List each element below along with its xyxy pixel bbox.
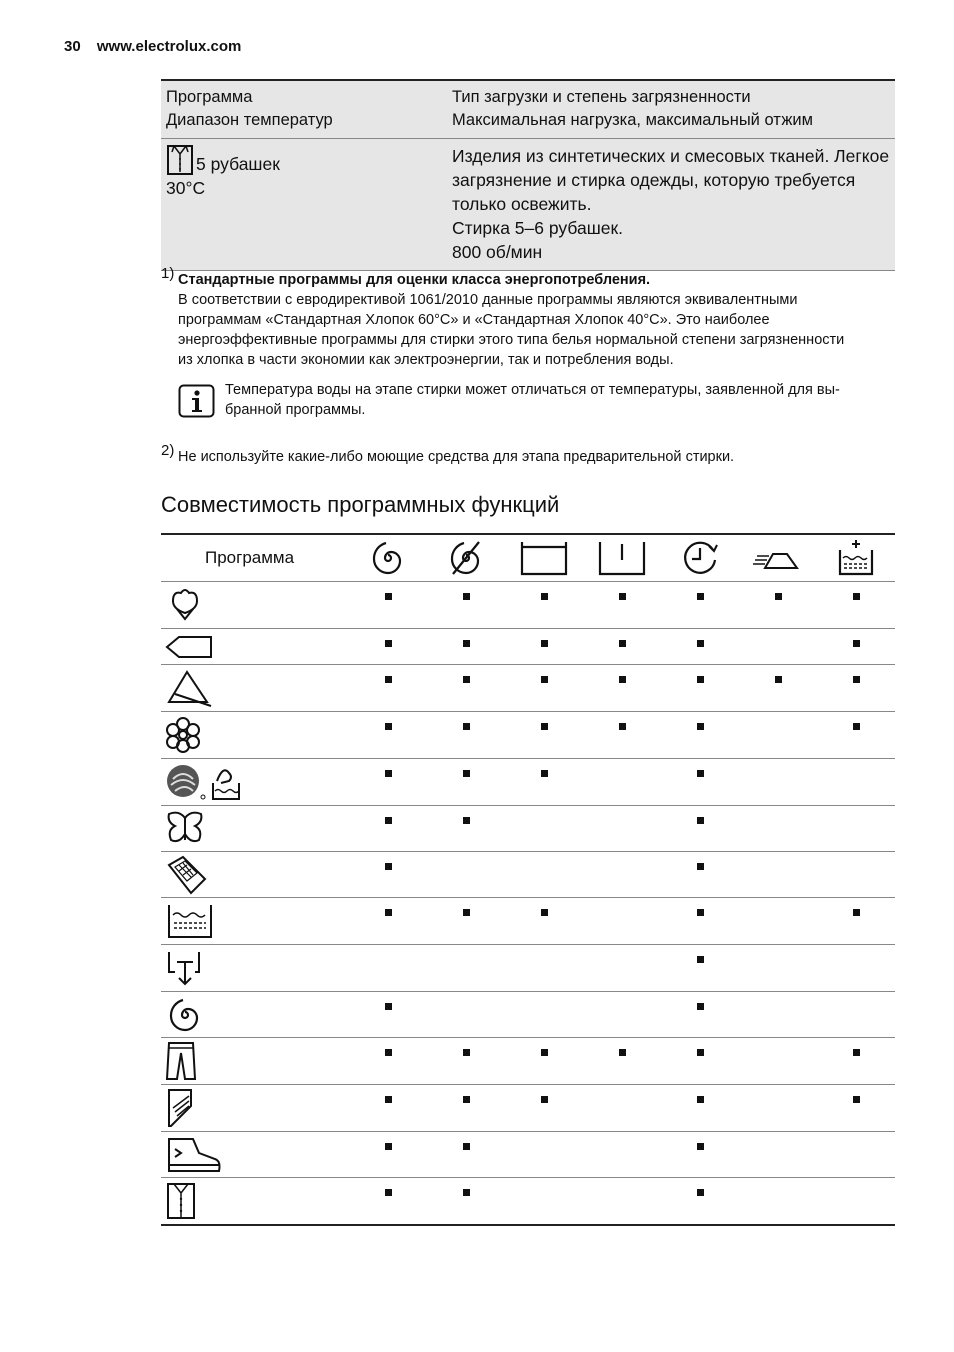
compatible-mark [697, 1049, 704, 1056]
compat-cell-no-spin-icon [427, 806, 505, 852]
compat-cell-no-spin-icon [427, 852, 505, 898]
compatible-mark [697, 770, 704, 777]
compat-cell-rinse-hold-icon [505, 806, 583, 852]
compatible-mark [463, 1096, 470, 1103]
compat-cell-extra-rinse-icon [583, 759, 661, 806]
compatible-mark [697, 1096, 704, 1103]
compatible-mark [853, 1049, 860, 1056]
compat-cell-easy-iron-icon [739, 712, 817, 759]
compat-cell-spin-icon [349, 1178, 427, 1225]
table-row [161, 945, 895, 992]
compat-cell-prewash-icon [817, 1132, 895, 1178]
compatible-mark [697, 593, 704, 600]
compatible-mark [385, 1189, 392, 1196]
compatible-mark [463, 1143, 470, 1150]
compatible-mark [619, 593, 626, 600]
compat-cell-prewash-icon [817, 582, 895, 629]
delicates-icon [165, 715, 349, 755]
compat-cell-no-spin-icon [427, 712, 505, 759]
compatible-mark [775, 676, 782, 683]
info-note: Температура воды на этапе стирки может отличаться от температуры, заявленной для вы- бранной программы. [178, 380, 893, 420]
compatible-mark [385, 909, 392, 916]
load-cell: Изделия из синтетических и смесовых тканей. Легкое загрязнение и стирка одежды, которую требуется только освежить. Стирка 5–6 рубашек. 800 об/мин [447, 139, 895, 271]
rinse-icon [165, 901, 349, 941]
compat-cell-no-spin-icon [427, 1085, 505, 1132]
compatible-mark [541, 593, 548, 600]
compatible-mark [385, 1096, 392, 1103]
compatible-mark [385, 770, 392, 777]
compat-cell-time-manager-icon [661, 945, 739, 992]
compatible-mark [619, 676, 626, 683]
compat-cell-time-manager-icon [661, 1178, 739, 1225]
prewash-icon [817, 534, 895, 582]
compatible-mark [697, 640, 704, 647]
compat-cell-no-spin-icon [427, 629, 505, 665]
program-cell [161, 139, 447, 271]
program-icon-cell [161, 852, 349, 898]
compat-cell-prewash-icon [817, 852, 895, 898]
program-icon-cell [161, 759, 349, 806]
compat-cell-time-manager-icon [661, 1038, 739, 1085]
drain-icon [165, 948, 349, 988]
table-row [161, 898, 895, 945]
compatible-mark [697, 676, 704, 683]
compatible-mark [697, 863, 704, 870]
compatible-mark [853, 593, 860, 600]
compat-cell-extra-rinse-icon [583, 1038, 661, 1085]
program-icon-cell [161, 898, 349, 945]
compat-cell-prewash-icon [817, 1085, 895, 1132]
compatible-mark [775, 593, 782, 600]
compat-cell-prewash-icon [817, 898, 895, 945]
rinse-hold-icon [505, 534, 583, 582]
table-row [161, 139, 895, 271]
table-row [161, 806, 895, 852]
jeans-icon [165, 1041, 349, 1081]
compat-cell-extra-rinse-icon [583, 629, 661, 665]
easy-iron-icon [739, 534, 817, 582]
compatible-mark [853, 723, 860, 730]
wool-handwash-icon [165, 761, 349, 803]
table-row [161, 992, 895, 1038]
compat-cell-spin-icon [349, 992, 427, 1038]
compat-cell-prewash-icon [817, 992, 895, 1038]
compat-cell-extra-rinse-icon [583, 806, 661, 852]
compat-cell-time-manager-icon [661, 759, 739, 806]
compat-cell-spin-icon [349, 945, 427, 992]
compatible-mark [463, 770, 470, 777]
compat-cell-no-spin-icon [427, 1038, 505, 1085]
compatible-mark [697, 817, 704, 824]
compatible-mark [697, 1143, 704, 1150]
program-icon-cell [161, 665, 349, 712]
compat-cell-time-manager-icon [661, 712, 739, 759]
synthetics-icon [165, 668, 349, 708]
compatible-mark [541, 640, 548, 647]
shirt-icon [166, 144, 194, 176]
compat-cell-extra-rinse-icon [583, 665, 661, 712]
compat-cell-no-spin-icon [427, 992, 505, 1038]
compat-cell-time-manager-icon [661, 1132, 739, 1178]
compat-cell-easy-iron-icon [739, 945, 817, 992]
compat-cell-prewash-icon [817, 629, 895, 665]
compatible-mark [853, 1096, 860, 1103]
compatible-mark [463, 909, 470, 916]
cotton-icon [165, 587, 349, 623]
footnote-2: 2) Не используйте какие-либо моющие средства для этапа предварительной стирки. [161, 442, 735, 465]
compat-cell-no-spin-icon [427, 945, 505, 992]
compatible-mark [385, 593, 392, 600]
time-manager-icon [661, 534, 739, 582]
compat-cell-prewash-icon [817, 1038, 895, 1085]
site-url: www.electrolux.com [96, 38, 242, 55]
compat-cell-time-manager-icon [661, 629, 739, 665]
compat-cell-easy-iron-icon [739, 759, 817, 806]
compat-cell-rinse-hold-icon [505, 852, 583, 898]
compatible-mark [463, 817, 470, 824]
compat-cell-easy-iron-icon [739, 898, 817, 945]
compatible-mark [385, 817, 392, 824]
compatible-mark [385, 863, 392, 870]
compat-cell-rinse-hold-icon [505, 712, 583, 759]
table-row [161, 582, 895, 629]
sportswear-icon [165, 1135, 349, 1175]
program-icon-cell [161, 582, 349, 629]
compat-cell-time-manager-icon [661, 582, 739, 629]
program-temp: 30°C [166, 178, 206, 198]
compatibility-table [161, 533, 895, 1226]
compat-cell-easy-iron-icon [739, 1085, 817, 1132]
compat-cell-extra-rinse-icon [583, 992, 661, 1038]
section-title: Совместимость программных функций [161, 492, 560, 517]
compat-cell-no-spin-icon [427, 665, 505, 712]
no-spin-icon [427, 534, 505, 582]
compat-cell-easy-iron-icon [739, 1178, 817, 1225]
compat-cell-spin-icon [349, 1132, 427, 1178]
compat-cell-extra-rinse-icon [583, 1085, 661, 1132]
compatible-mark [541, 770, 548, 777]
compat-cell-spin-icon [349, 898, 427, 945]
compatible-mark [697, 1003, 704, 1010]
compatible-mark [697, 909, 704, 916]
compat-cell-spin-icon [349, 1038, 427, 1085]
table-row [161, 712, 895, 759]
compat-cell-spin-icon [349, 806, 427, 852]
compat-cell-extra-rinse-icon [583, 582, 661, 629]
compat-cell-spin-icon [349, 759, 427, 806]
compat-cell-extra-rinse-icon [583, 712, 661, 759]
compat-cell-rinse-hold-icon [505, 1178, 583, 1225]
compat-cell-rinse-hold-icon [505, 1132, 583, 1178]
compatible-mark [697, 956, 704, 963]
footnote-1: 1) Стандартные программы для оценки класса энергопотребления. В соответствии с евродирективой 1061/2010 данные программы являются эквивалентными программам «Стандартная Хлопок 60°C» и «Стандартная Хлопок 40°C». Это наиболее энергоэффективные программы для стирки этого типа белья нормальной степени загрязненности из хлопка в части экономии как электроэнергии, так и потребления воды. [161, 270, 891, 370]
compatible-mark [385, 676, 392, 683]
compatible-mark [385, 1049, 392, 1056]
compat-cell-extra-rinse-icon [583, 1132, 661, 1178]
page-number: 30 [64, 38, 81, 55]
program-icon-cell [161, 945, 349, 992]
cotton-eco-icon [165, 632, 349, 662]
table-row [161, 852, 895, 898]
compat-cell-extra-rinse-icon [583, 945, 661, 992]
compatible-mark [463, 1189, 470, 1196]
compat-cell-easy-iron-icon [739, 992, 817, 1038]
compatible-mark [619, 640, 626, 647]
compatible-mark [619, 723, 626, 730]
program-icon-cell [161, 992, 349, 1038]
program-icon-cell [161, 629, 349, 665]
program-column-header: Программа Диапазон температур [161, 80, 447, 139]
program-icon-cell [161, 1178, 349, 1225]
table-row [161, 1038, 895, 1085]
compatible-mark [385, 1003, 392, 1010]
compat-cell-prewash-icon [817, 1178, 895, 1225]
compat-cell-prewash-icon [817, 945, 895, 992]
page-header [64, 38, 241, 55]
compatible-mark [541, 676, 548, 683]
compat-cell-rinse-hold-icon [505, 898, 583, 945]
compat-cell-prewash-icon [817, 712, 895, 759]
compat-cell-easy-iron-icon [739, 665, 817, 712]
compatible-mark [541, 909, 548, 916]
blankets-icon [165, 1088, 349, 1128]
compat-cell-time-manager-icon [661, 806, 739, 852]
compat-cell-extra-rinse-icon [583, 898, 661, 945]
compat-cell-extra-rinse-icon [583, 852, 661, 898]
compat-cell-rinse-hold-icon [505, 945, 583, 992]
compat-cell-easy-iron-icon [739, 582, 817, 629]
compatible-mark [385, 1143, 392, 1150]
compatible-mark [697, 723, 704, 730]
compat-cell-rinse-hold-icon [505, 582, 583, 629]
table-row [161, 665, 895, 712]
compat-cell-time-manager-icon [661, 665, 739, 712]
compat-cell-prewash-icon [817, 759, 895, 806]
program-label: Программа [161, 534, 349, 582]
program-table-header [161, 80, 895, 139]
spin-program-icon [165, 995, 349, 1035]
compat-cell-extra-rinse-icon [583, 1178, 661, 1225]
compat-cell-spin-icon [349, 1085, 427, 1132]
compatible-mark [853, 909, 860, 916]
table-row [161, 1132, 895, 1178]
compat-cell-no-spin-icon [427, 1178, 505, 1225]
compatibility-header [161, 534, 895, 582]
program-table [161, 79, 895, 271]
compatible-mark [463, 1049, 470, 1056]
table-row [161, 759, 895, 806]
program-icon-cell [161, 806, 349, 852]
compat-cell-rinse-hold-icon [505, 1038, 583, 1085]
spin-icon [349, 534, 427, 582]
footnote-1-title: Стандартные программы для оценки класса энергопотребления. [178, 272, 651, 288]
compat-cell-rinse-hold-icon [505, 1085, 583, 1132]
compatible-mark [463, 676, 470, 683]
compat-cell-spin-icon [349, 629, 427, 665]
compat-cell-easy-iron-icon [739, 1132, 817, 1178]
compat-cell-time-manager-icon [661, 852, 739, 898]
compat-cell-no-spin-icon [427, 759, 505, 806]
compat-cell-prewash-icon [817, 665, 895, 712]
compat-cell-rinse-hold-icon [505, 992, 583, 1038]
compat-cell-time-manager-icon [661, 898, 739, 945]
compatible-mark [541, 1049, 548, 1056]
compat-cell-rinse-hold-icon [505, 665, 583, 712]
silk-icon [165, 810, 349, 848]
compatible-mark [385, 723, 392, 730]
extra-rinse-icon [583, 534, 661, 582]
compatible-mark [463, 723, 470, 730]
compatible-mark [463, 640, 470, 647]
compat-cell-easy-iron-icon [739, 806, 817, 852]
program-icon-cell [161, 1038, 349, 1085]
compatible-mark [697, 1189, 704, 1196]
compatible-mark [385, 640, 392, 647]
table-row [161, 1085, 895, 1132]
program-name: 5 рубашек [196, 154, 280, 174]
compat-cell-spin-icon [349, 582, 427, 629]
curtains-icon [165, 855, 349, 895]
compat-cell-no-spin-icon [427, 1132, 505, 1178]
compatible-mark [853, 676, 860, 683]
compat-cell-spin-icon [349, 852, 427, 898]
load-column-header: Тип загрузки и степень загрязненности Максимальная нагрузка, максимальный отжим [447, 80, 895, 139]
info-icon [178, 384, 214, 418]
compatible-mark [541, 1096, 548, 1103]
compat-cell-time-manager-icon [661, 992, 739, 1038]
compat-cell-rinse-hold-icon [505, 629, 583, 665]
compat-cell-rinse-hold-icon [505, 759, 583, 806]
table-row [161, 629, 895, 665]
compat-cell-no-spin-icon [427, 898, 505, 945]
program-icon-cell [161, 712, 349, 759]
compat-cell-spin-icon [349, 665, 427, 712]
table-row [161, 1178, 895, 1225]
compatible-mark [853, 640, 860, 647]
compat-cell-easy-iron-icon [739, 1038, 817, 1085]
compatible-mark [541, 723, 548, 730]
compat-cell-no-spin-icon [427, 582, 505, 629]
compat-cell-easy-iron-icon [739, 852, 817, 898]
shirts-icon [165, 1181, 349, 1221]
compat-cell-prewash-icon [817, 806, 895, 852]
compat-cell-time-manager-icon [661, 1085, 739, 1132]
program-icon-cell [161, 1132, 349, 1178]
compat-cell-spin-icon [349, 712, 427, 759]
compat-cell-easy-iron-icon [739, 629, 817, 665]
program-icon-cell [161, 1085, 349, 1132]
compatible-mark [619, 1049, 626, 1056]
compatible-mark [463, 593, 470, 600]
